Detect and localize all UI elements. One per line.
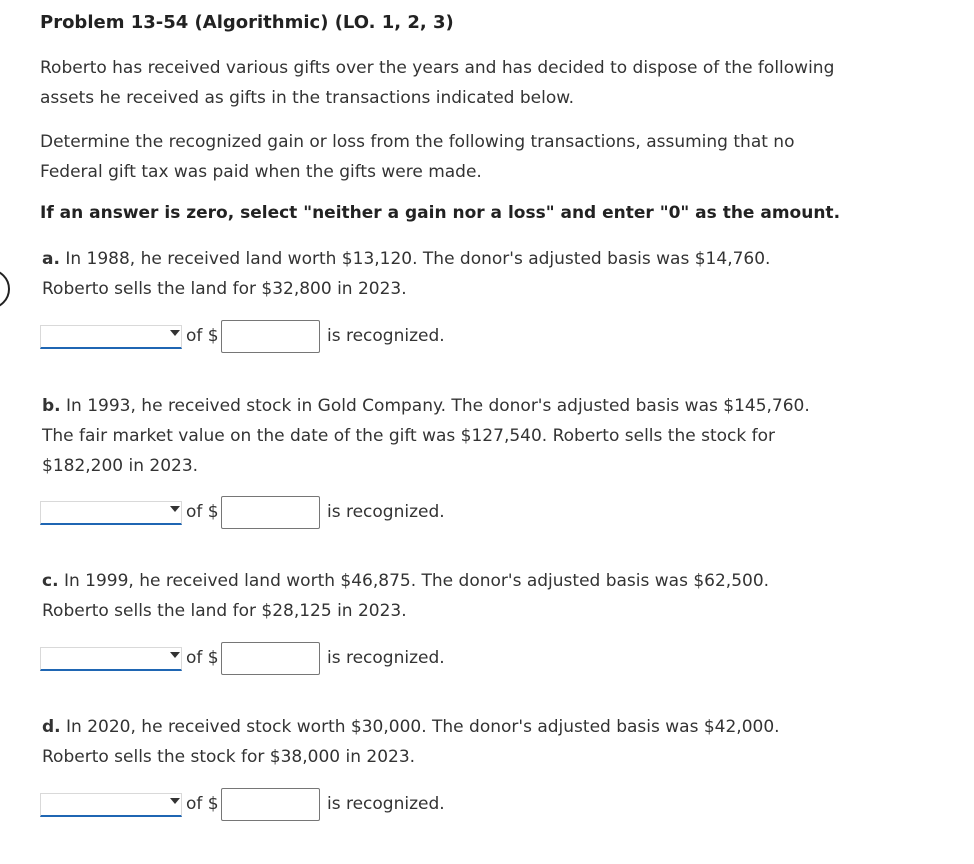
part-text: In 1999, he received land worth $46,875. The donor's adjusted basis was $62,500.: [58, 571, 770, 591]
gain-loss-select[interactable]: [40, 325, 182, 349]
is-recognized-label: is recognized.: [327, 648, 445, 668]
part-letter: c.: [42, 571, 59, 591]
intro-line: Determine the recognized gain or loss from the following transactions, assuming that no: [40, 132, 795, 152]
intro-paragraph: [40, 53, 940, 113]
dropdown-arrow-icon[interactable]: [170, 798, 180, 804]
part-text: In 1988, he received land worth $13,120. The donor's adjusted basis was $14,760.: [59, 249, 771, 269]
part-text: $182,200 in 2023.: [42, 456, 199, 476]
part-text: Roberto sells the land for $32,800 in 2023.: [42, 279, 407, 299]
dropdown-arrow-icon[interactable]: [170, 330, 180, 336]
intro-line: Roberto has received various gifts over the years and has decided to dispose of the following: [40, 58, 835, 78]
part-text: Roberto sells the land for $28,125 in 2023.: [42, 601, 407, 621]
of-dollar-label: of $: [186, 502, 219, 522]
amount-input[interactable]: [221, 642, 320, 675]
of-dollar-label: of $: [186, 794, 219, 814]
is-recognized-label: is recognized.: [327, 794, 445, 814]
edge-circle-icon: [0, 269, 10, 309]
intro-line: Federal gift tax was paid when the gifts were made.: [40, 162, 482, 182]
problem-title: Problem 13-54 (Algorithmic) (LO. 1, 2, 3): [40, 12, 454, 33]
dropdown-arrow-icon[interactable]: [170, 506, 180, 512]
part-text: Roberto sells the stock for $38,000 in 2023.: [42, 747, 416, 767]
part-text: The fair market value on the date of the gift was $127,540. Roberto sells the stock for: [42, 426, 775, 446]
part-c-question: [42, 566, 942, 626]
part-letter: a.: [42, 249, 60, 269]
part-d-question: [42, 712, 942, 772]
amount-input[interactable]: [221, 788, 320, 821]
part-a-question: [42, 244, 942, 304]
is-recognized-label: is recognized.: [327, 326, 445, 346]
of-dollar-label: of $: [186, 648, 219, 668]
gain-loss-select[interactable]: [40, 647, 182, 671]
amount-input[interactable]: [221, 320, 320, 353]
zero-answer-instruction: If an answer is zero, select "neither a gain nor a loss" and enter "0" as the amount.: [40, 203, 841, 223]
of-dollar-label: of $: [186, 326, 219, 346]
is-recognized-label: is recognized.: [327, 502, 445, 522]
part-text: In 1993, he received stock in Gold Company. The donor's adjusted basis was $145,760.: [60, 396, 810, 416]
part-letter: b.: [42, 396, 61, 416]
part-letter: d.: [42, 717, 61, 737]
dropdown-arrow-icon[interactable]: [170, 652, 180, 658]
part-b-question: [42, 391, 942, 481]
gain-loss-select[interactable]: [40, 501, 182, 525]
intro-line: assets he received as gifts in the transactions indicated below.: [40, 88, 574, 108]
amount-input[interactable]: [221, 496, 320, 529]
gain-loss-select[interactable]: [40, 793, 182, 817]
part-text: In 2020, he received stock worth $30,000. The donor's adjusted basis was $42,000.: [60, 717, 780, 737]
determine-paragraph: [40, 127, 940, 187]
